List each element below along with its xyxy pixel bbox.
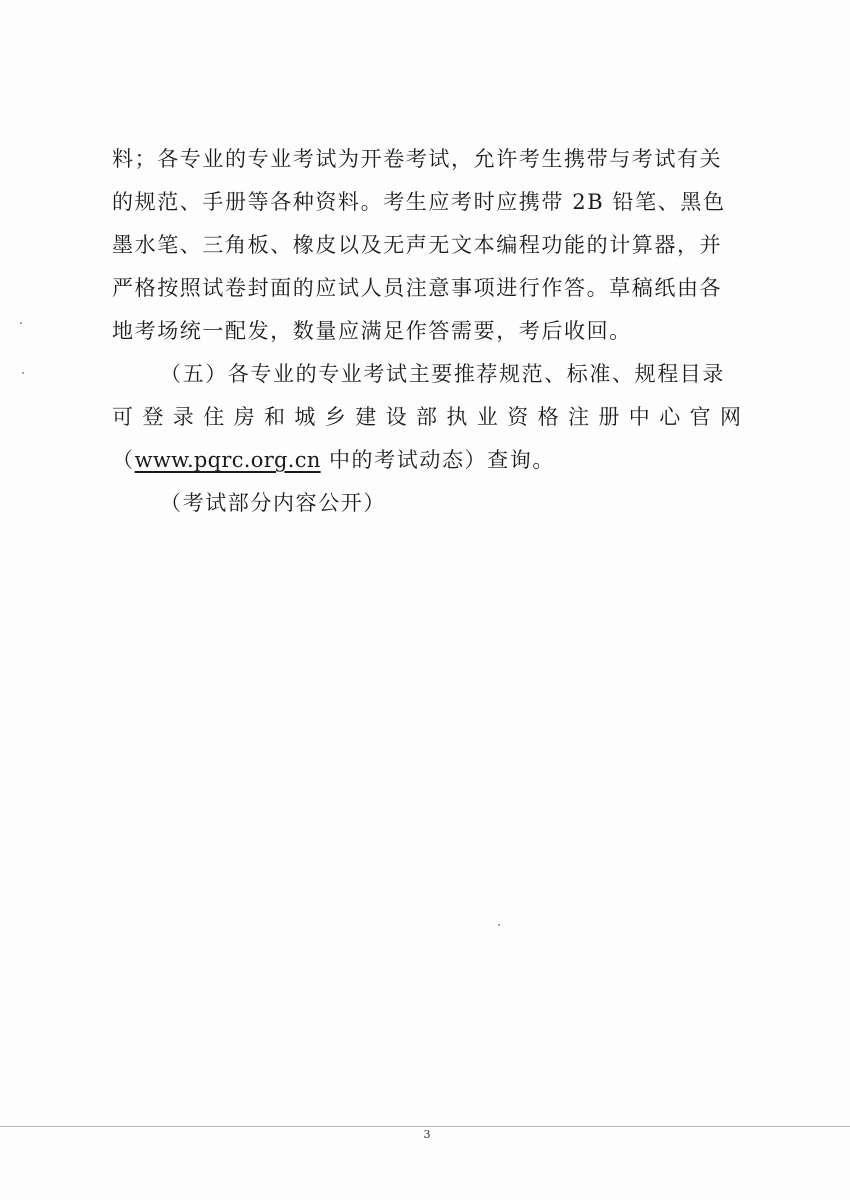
text-line: 料；各专业的专业考试为开卷考试，允许考生携带与考试有关 <box>112 147 723 171</box>
document-body <box>112 138 752 525</box>
open-paren: （ <box>112 448 135 472</box>
footer-divider <box>0 1126 850 1127</box>
text-line: 墨水笔、三角板、橡皮以及无声无文本编程功能的计算器，并 <box>112 233 723 257</box>
page-number: 3 <box>423 1128 431 1141</box>
url-suffix-text: 中的考试动态）查询。 <box>320 448 555 472</box>
text-line: 的规范、手册等各种资料。考生应考时应携带 2B 铅笔、黑色 <box>112 190 726 214</box>
text-line: 严格按照试卷封面的应试人员注意事项进行作答。草稿纸由各 <box>112 276 723 300</box>
text-line: 可登录住房和城乡建设部执业资格注册中心官网 <box>112 405 751 429</box>
scan-artifact <box>20 322 22 324</box>
scan-artifact <box>22 372 24 374</box>
text-line-with-url <box>112 439 752 482</box>
text-line: （五）各专业的专业考试主要推荐规范、标准、规程目录 <box>160 362 725 386</box>
disclosure-note: （考试部分内容公开） <box>160 491 386 515</box>
website-link[interactable]: www.pqrc.org.cn <box>134 448 321 472</box>
text-line: 地考场统一配发，数量应满足作答需要，考后收回。 <box>112 319 632 343</box>
scan-artifact <box>498 924 500 926</box>
